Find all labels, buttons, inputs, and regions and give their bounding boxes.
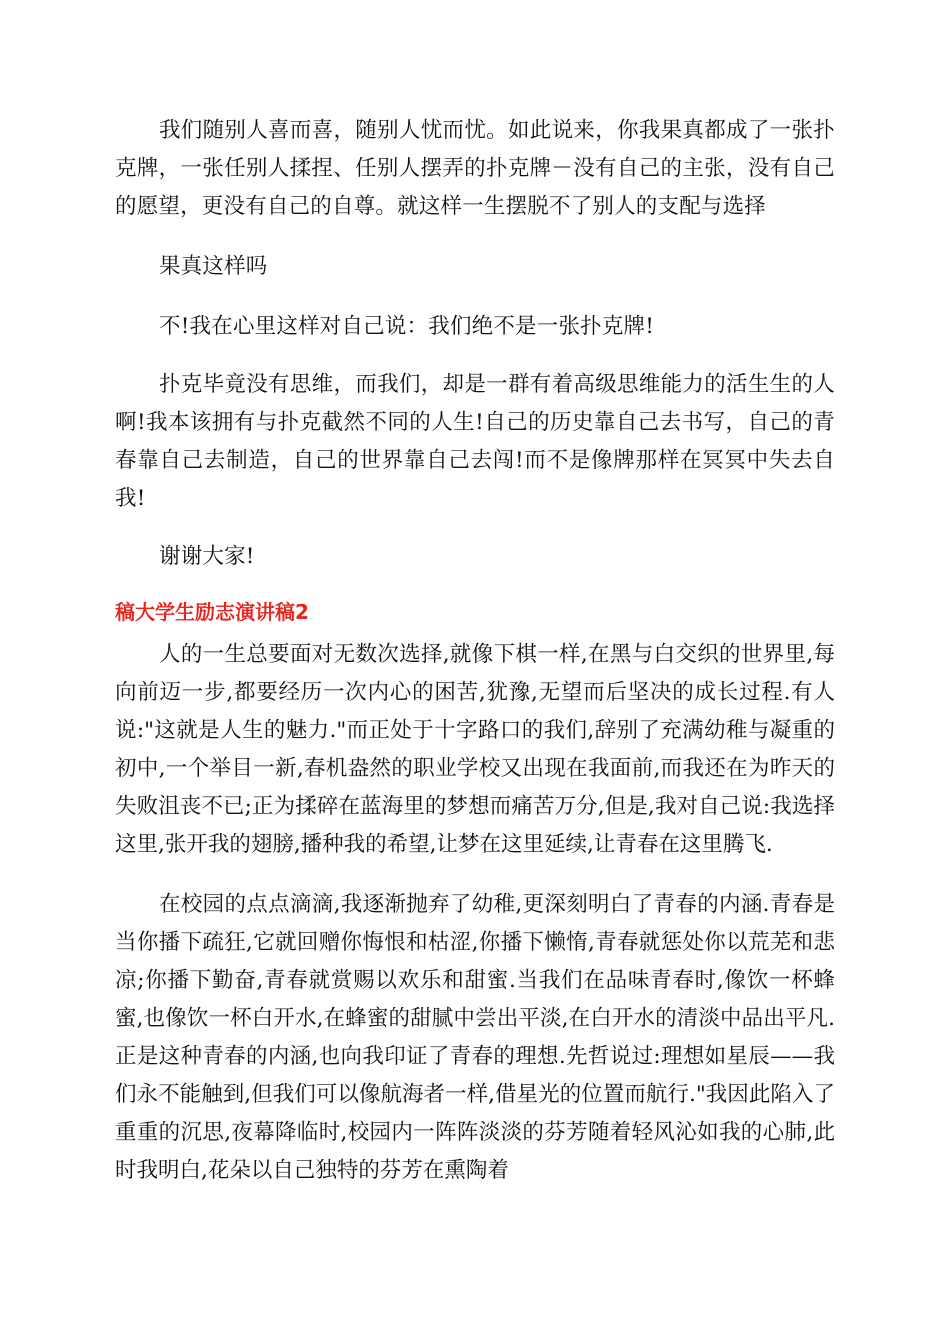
paragraph-thanks: 谢谢大家! [159, 544, 255, 569]
paragraph-thinking: 扑克毕竟没有思维，而我们，却是一群有着高级思维能力的活生生的人啊!我本该拥有与扑克截然不同的人生!自己的历史靠自己去书写，自己的青春靠自己去制造，自己的世界靠自己去闯!而不是像牌那样在冥冥中失去自我! [115, 372, 835, 511]
document-page [115, 112, 835, 1190]
paragraph-denial: 不!我在心里这样对自己说：我们绝不是一张扑克牌! [159, 314, 655, 339]
paragraph-poker-card: 我们随别人喜而喜，随别人忧而忧。如此说来，你我果真都成了一张扑克牌，一张任别人揉捏、任别人摆弄的扑克牌－没有自己的主张，没有自己的愿望，更没有自己的自尊。就这样一生摆脱不了别人的支配与选择 [115, 118, 835, 219]
paragraph-youth-meaning: 在校园的点点滴滴,我逐渐抛弃了幼稚,更深刻明白了青春的内涵.青春是当你播下疏狂,它就回赠你悔恨和枯涩,你播下懒惰,青春就惩处你以荒芜和悲凉;你播下勤奋,青春就赏赐以欢乐和甜蜜.当我们在品味青春时,像饮一杯蜂蜜,也像饮一杯白开水,在蜂蜜的甜腻中尝出平淡,在白开水的清淡中品出平凡.正是这种青春的内涵,也向我印证了青春的理想.先哲说过:理想如星辰——我们永不能触到,但我们可以像航海者一样,借星光的位置而航行."我因此陷入了重重的沉思,夜幕降临时,校园内一阵阵淡淡的芬芳随着轻风沁如我的心肺,此时我明白,花朵以自己独特的芬芳在熏陶着 [115, 892, 835, 1183]
paragraph-question: 果真这样吗 [159, 254, 268, 279]
paragraph-life-choices: 人的一生总要面对无数次选择,就像下棋一样,在黑与白交织的世界里,每向前迈一步,都要经历一次内心的困苦,犹豫,无望而后坚决的成长过程.有人说:"这就是人生的魅力."而正处于十字路口的我们,辞别了充满幼稚与凝重的初中,一个举目一新,春机盎然的职业学校又出现在我面前,而我还在为昨天的失败沮丧不已;正为揉碎在蓝海里的梦想而痛苦万分,但是,我对自己说:我选择这里,张开我的翅膀,播种我的希望,让梦在这里延续,让青春在这里腾飞. [115, 642, 835, 857]
section-heading: 稿大学生励志演讲稿2 [115, 600, 309, 624]
